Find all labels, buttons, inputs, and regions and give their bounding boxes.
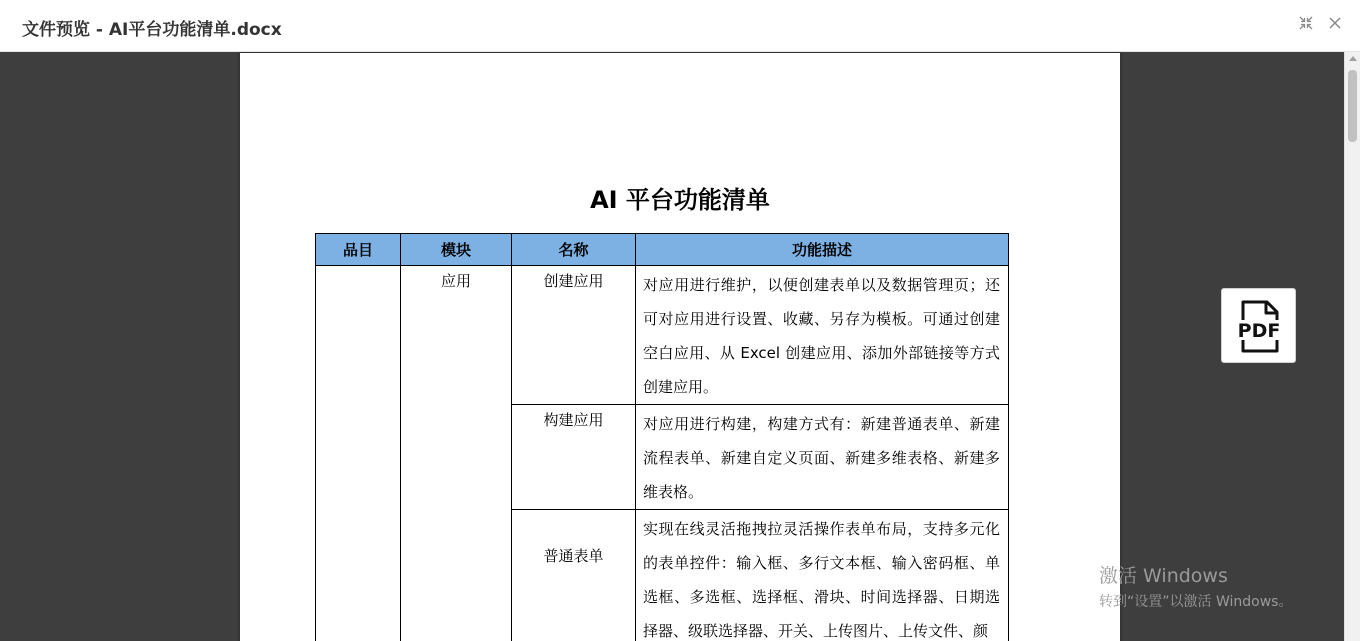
row-description: 对应用进行构建，构建方式有：新建普通表单、新建流程表单、新建自定义页面、新建多维表格、新建多维表格。 xyxy=(636,405,1009,510)
header-category: 品目 xyxy=(316,234,401,266)
collapse-arrows-icon xyxy=(1299,16,1313,30)
scroll-thumb[interactable] xyxy=(1348,70,1357,142)
category-cell xyxy=(316,266,401,641)
row-name: 普通表单 xyxy=(512,510,636,641)
title-bar xyxy=(0,0,1360,52)
header-description: 功能描述 xyxy=(636,234,1009,266)
document-page xyxy=(240,53,1120,641)
header-module: 模块 xyxy=(401,234,512,266)
document-title: AI 平台功能清单 xyxy=(590,186,770,214)
table-row xyxy=(316,266,1009,405)
row-name: 创建应用 xyxy=(512,266,636,405)
row-name: 构建应用 xyxy=(512,405,636,510)
feature-table xyxy=(315,233,1009,641)
scroll-up-icon[interactable] xyxy=(1349,56,1357,61)
row-description: 对应用进行维护，以便创建表单以及数据管理页；还可对应用进行设置、收藏、另存为模板。可通过创建空白应用、从 Excel 创建应用、添加外部链接等方式创建应用。 xyxy=(636,266,1009,405)
pdf-file-icon xyxy=(1235,300,1283,354)
watermark-line-1: 激活 Windows xyxy=(1099,565,1228,587)
module-cell: 应用 xyxy=(401,266,512,641)
close-icon[interactable] xyxy=(1326,16,1344,34)
collapse-icon[interactable] xyxy=(1297,16,1315,34)
export-pdf-button[interactable] xyxy=(1221,288,1296,363)
watermark-line-2: 转到“设置”以激活 Windows。 xyxy=(1099,594,1293,610)
header-name: 名称 xyxy=(512,234,636,266)
close-x-icon xyxy=(1328,16,1342,30)
pdf-icon-label: PDF xyxy=(1237,320,1281,342)
vertical-scrollbar[interactable] xyxy=(1344,52,1360,641)
window-title: 文件预览 - AI平台功能清单.docx xyxy=(22,20,282,40)
row-description: 实现在线灵活拖拽拉灵活操作表单布局，支持多元化的表单控件：输入框、多行文本框、输入密码框、单选框、多选框、选择框、滑块、时间选择器、日期选择器、级联选择器、开关、上传图片、上传文件、颜 xyxy=(636,510,1009,641)
windows-activation-watermark xyxy=(1099,561,1292,611)
table-header-row xyxy=(316,234,1009,266)
document-viewer[interactable] xyxy=(0,52,1360,641)
